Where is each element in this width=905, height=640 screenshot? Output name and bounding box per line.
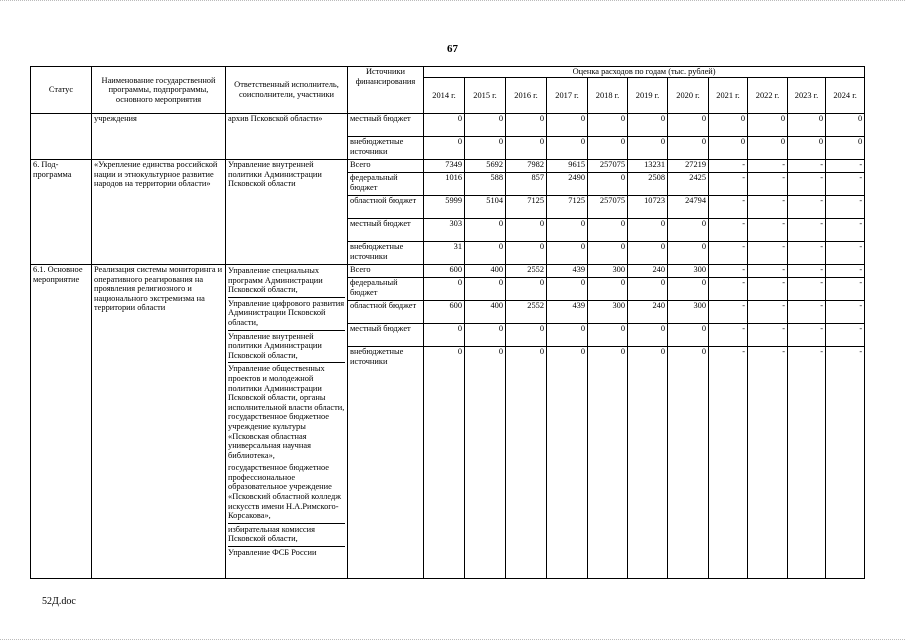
value-cell: - <box>788 324 826 347</box>
page-number: 67 <box>447 43 458 55</box>
value-cell: - <box>748 242 788 265</box>
value-cell: 2508 <box>628 173 668 196</box>
value-cell: 0 <box>588 278 628 301</box>
source-cell: Всего <box>348 265 424 278</box>
value-cell: - <box>748 173 788 196</box>
header-year: 2014 г. <box>424 78 465 114</box>
footer-filename: 52Д.doc <box>42 596 76 607</box>
source-cell: местный бюджет <box>348 114 424 137</box>
source-cell: областной бюджет <box>348 301 424 324</box>
value-cell: 303 <box>424 219 465 242</box>
value-cell: 300 <box>588 301 628 324</box>
value-cell: - <box>826 173 865 196</box>
value-cell: 0 <box>588 242 628 265</box>
value-cell: 300 <box>588 265 628 278</box>
value-cell: 0 <box>547 278 588 301</box>
value-cell: 857 <box>506 173 547 196</box>
value-cell: - <box>826 265 865 278</box>
value-cell: - <box>709 219 748 242</box>
value-cell: 0 <box>506 278 547 301</box>
value-cell: 5692 <box>465 160 506 173</box>
header-year: 2021 г. <box>709 78 748 114</box>
value-cell: - <box>788 301 826 324</box>
value-cell: - <box>788 219 826 242</box>
value-cell: 10723 <box>628 196 668 219</box>
table-row <box>31 265 865 278</box>
source-cell: внебюджетные источники <box>348 242 424 265</box>
value-cell: - <box>788 173 826 196</box>
header-year: 2016 г. <box>506 78 547 114</box>
value-cell: 0 <box>668 137 709 160</box>
value-cell: - <box>826 160 865 173</box>
name-cell: «Укрепление единства российской нации и этнокультурное развитие народов на территории области» <box>92 160 226 265</box>
value-cell: - <box>748 265 788 278</box>
value-cell: 0 <box>588 114 628 137</box>
value-cell: 2552 <box>506 265 547 278</box>
value-cell: 0 <box>628 324 668 347</box>
value-cell: 0 <box>424 278 465 301</box>
value-cell: - <box>709 160 748 173</box>
value-cell: - <box>788 242 826 265</box>
responsible-cell: Управление внутренней политики Администрации Псковской области <box>226 160 348 265</box>
value-cell: - <box>709 347 748 579</box>
value-cell: 13231 <box>628 160 668 173</box>
responsible-entry: Управление ФСБ России <box>228 548 317 558</box>
value-cell: 0 <box>588 347 628 579</box>
value-cell: 0 <box>506 347 547 579</box>
value-cell: 0 <box>506 324 547 347</box>
value-cell: 5999 <box>424 196 465 219</box>
value-cell: 400 <box>465 301 506 324</box>
value-cell: 0 <box>628 278 668 301</box>
header-year: 2020 г. <box>668 78 709 114</box>
responsible-entry: избирательная комиссия Псковской области, <box>228 524 345 547</box>
value-cell: - <box>788 347 826 579</box>
value-cell: 240 <box>628 265 668 278</box>
header-estimate: Оценка расходов по годам (тыс. рублей) <box>424 67 865 78</box>
responsible-entry: Управление общественных проектов и молодежной политики Администрации Псковской области, органы исполнительной власти области, государственное бюджетное учреждение культуры «Псковская областная универсальная научная библиотека», <box>228 364 345 460</box>
value-cell: 0 <box>826 114 865 137</box>
value-cell: 0 <box>465 242 506 265</box>
value-cell: 300 <box>668 265 709 278</box>
source-cell: Всего <box>348 160 424 173</box>
value-cell: 0 <box>628 347 668 579</box>
value-cell: 0 <box>547 347 588 579</box>
expense-table <box>30 66 865 579</box>
value-cell: - <box>826 301 865 324</box>
value-cell: 0 <box>668 278 709 301</box>
value-cell: 439 <box>547 265 588 278</box>
value-cell: 0 <box>547 219 588 242</box>
value-cell: - <box>709 301 748 324</box>
value-cell: 0 <box>424 347 465 579</box>
header-year: 2019 г. <box>628 78 668 114</box>
value-cell: 257075 <box>588 160 628 173</box>
value-cell: 2552 <box>506 301 547 324</box>
value-cell: 0 <box>588 173 628 196</box>
value-cell: 0 <box>506 114 547 137</box>
source-cell: местный бюджет <box>348 324 424 347</box>
scan-edge-bottom <box>0 636 905 640</box>
responsible-cell <box>226 265 348 579</box>
value-cell: 1016 <box>424 173 465 196</box>
value-cell: - <box>709 278 748 301</box>
value-cell: - <box>709 173 748 196</box>
status-cell: 6. Под-программа <box>31 160 92 265</box>
value-cell: 0 <box>826 137 865 160</box>
value-cell: - <box>748 301 788 324</box>
source-cell: федеральный бюджет <box>348 278 424 301</box>
responsible-list <box>228 265 345 560</box>
value-cell: 0 <box>628 219 668 242</box>
header-year: 2018 г. <box>588 78 628 114</box>
value-cell: 24794 <box>668 196 709 219</box>
header-name: Наименование государственной программы, подпрограммы, основного мероприятия <box>92 67 226 114</box>
name-cell: учреждения <box>92 114 226 160</box>
value-cell: - <box>709 196 748 219</box>
source-cell: местный бюджет <box>348 219 424 242</box>
value-cell: 0 <box>628 137 668 160</box>
responsible-entry: Управление специальных программ Администрации Псковской области, <box>228 265 345 298</box>
value-cell: 0 <box>547 242 588 265</box>
header-row <box>31 67 865 78</box>
source-cell: внебюджетные источники <box>348 347 424 579</box>
value-cell: 400 <box>465 265 506 278</box>
value-cell: 2490 <box>547 173 588 196</box>
table-row <box>31 114 865 137</box>
value-cell: - <box>788 160 826 173</box>
status-cell <box>31 114 92 160</box>
status-cell: 6.1. Основное мероприятие <box>31 265 92 579</box>
value-cell: - <box>748 196 788 219</box>
value-cell: - <box>826 196 865 219</box>
value-cell: 0 <box>465 324 506 347</box>
value-cell: 0 <box>506 242 547 265</box>
value-cell: 257075 <box>588 196 628 219</box>
value-cell: 0 <box>668 324 709 347</box>
responsible-entry: Управление внутренней политики Администрации Псковской области, <box>228 331 345 364</box>
value-cell: 0 <box>424 114 465 137</box>
value-cell: 0 <box>547 137 588 160</box>
value-cell: 7125 <box>506 196 547 219</box>
value-cell: 0 <box>424 137 465 160</box>
value-cell: - <box>748 347 788 579</box>
value-cell: 0 <box>588 324 628 347</box>
value-cell: 0 <box>628 242 668 265</box>
header-responsible: Ответственный исполнитель, соисполнители, участники <box>226 67 348 114</box>
value-cell: 0 <box>547 114 588 137</box>
header-year: 2023 г. <box>788 78 826 114</box>
value-cell: 31 <box>424 242 465 265</box>
value-cell: - <box>788 196 826 219</box>
value-cell: 0 <box>465 137 506 160</box>
value-cell: 0 <box>506 219 547 242</box>
header-year: 2015 г. <box>465 78 506 114</box>
value-cell: - <box>826 242 865 265</box>
scan-edge-top <box>0 0 905 5</box>
value-cell: 0 <box>506 137 547 160</box>
value-cell: 7125 <box>547 196 588 219</box>
header-year: 2024 г. <box>826 78 865 114</box>
value-cell: 300 <box>668 301 709 324</box>
value-cell: - <box>709 265 748 278</box>
value-cell: - <box>709 324 748 347</box>
header-year: 2022 г. <box>748 78 788 114</box>
value-cell: 2425 <box>668 173 709 196</box>
value-cell: - <box>826 347 865 579</box>
value-cell: - <box>748 278 788 301</box>
value-cell: 439 <box>547 301 588 324</box>
header-status: Статус <box>31 67 92 114</box>
value-cell: 7982 <box>506 160 547 173</box>
value-cell: 600 <box>424 301 465 324</box>
value-cell: 0 <box>424 324 465 347</box>
value-cell: 0 <box>668 347 709 579</box>
value-cell: 600 <box>424 265 465 278</box>
value-cell: 0 <box>588 219 628 242</box>
table-row <box>31 160 865 173</box>
value-cell: 0 <box>709 137 748 160</box>
value-cell: - <box>826 324 865 347</box>
value-cell: - <box>748 324 788 347</box>
value-cell: 0 <box>788 114 826 137</box>
header-year: 2017 г. <box>547 78 588 114</box>
responsible-entry: Управление цифрового развития Администрации Псковской области, <box>228 298 345 331</box>
value-cell: - <box>748 219 788 242</box>
responsible-cell: архив Псковской области» <box>226 114 348 160</box>
value-cell: 0 <box>465 278 506 301</box>
value-cell: 0 <box>668 242 709 265</box>
value-cell: 0 <box>465 347 506 579</box>
value-cell: 0 <box>465 219 506 242</box>
value-cell: 0 <box>788 137 826 160</box>
source-cell: внебюджетные источники <box>348 137 424 160</box>
value-cell: 0 <box>748 137 788 160</box>
value-cell: 0 <box>668 114 709 137</box>
responsible-entry: государственное бюджетное профессиональное образовательное учреждение «Псковский областной колледж искусств имени Н.А.Римского-Корсакова», <box>228 462 345 524</box>
value-cell: - <box>788 278 826 301</box>
value-cell: 0 <box>709 114 748 137</box>
value-cell: 0 <box>628 114 668 137</box>
value-cell: 0 <box>668 219 709 242</box>
source-cell: федеральный бюджет <box>348 173 424 196</box>
value-cell: 0 <box>748 114 788 137</box>
value-cell: - <box>826 278 865 301</box>
header-sources: Источники финансирования <box>348 67 424 114</box>
value-cell: 0 <box>465 114 506 137</box>
value-cell: 588 <box>465 173 506 196</box>
value-cell: 0 <box>588 137 628 160</box>
value-cell: - <box>788 265 826 278</box>
value-cell: 27219 <box>668 160 709 173</box>
name-cell: Реализация системы мониторинга и оперативного реагирования на проявления религиозного и национального экстремизма на территории области <box>92 265 226 579</box>
value-cell: 9615 <box>547 160 588 173</box>
source-cell: областной бюджет <box>348 196 424 219</box>
value-cell: 7349 <box>424 160 465 173</box>
value-cell: - <box>709 242 748 265</box>
value-cell: 5104 <box>465 196 506 219</box>
value-cell: - <box>748 160 788 173</box>
value-cell: 240 <box>628 301 668 324</box>
value-cell: - <box>826 219 865 242</box>
value-cell: 0 <box>547 324 588 347</box>
